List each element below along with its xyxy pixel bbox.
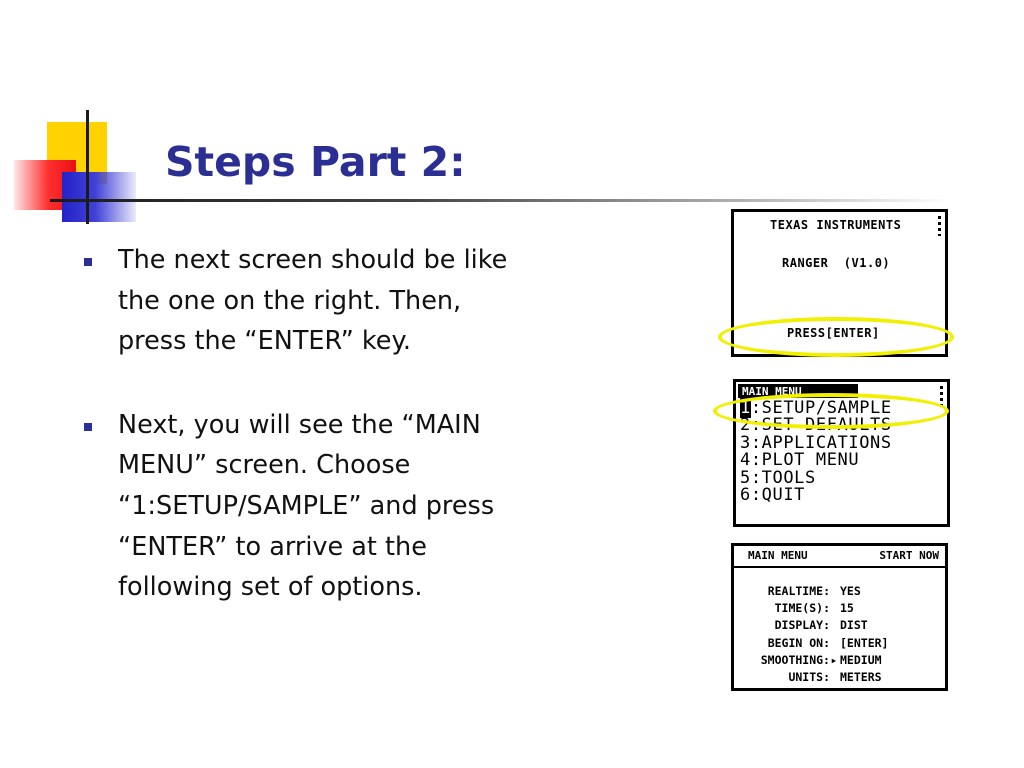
menu-item-plot-menu[interactable]: 4:PLOT MENU	[740, 450, 860, 471]
setup-options	[734, 583, 888, 686]
setup-value: 15	[840, 601, 854, 616]
menu-item-set-defaults[interactable]: 2:SET DEFAULTS	[740, 415, 892, 436]
setup-key: TIME(S):	[774, 601, 830, 616]
slide-title: Steps Part 2:	[165, 138, 466, 186]
setup-key: REALTIME:	[767, 584, 830, 598]
busy-indicator-icon	[938, 216, 941, 236]
logo-blue-square	[62, 172, 136, 222]
title-underline	[50, 199, 950, 202]
bullet-list	[80, 240, 600, 651]
tab-main-menu[interactable]: MAIN MENU	[748, 549, 808, 562]
setup-row-realtime[interactable]	[734, 583, 888, 600]
setup-row-smoothing[interactable]	[734, 652, 888, 669]
menu-item-tools[interactable]: 5:TOOLS	[740, 467, 816, 488]
square-bullet-icon	[84, 258, 92, 266]
highlight-press-enter	[718, 317, 954, 357]
setup-row-units[interactable]	[734, 669, 888, 686]
setup-row-time[interactable]	[734, 600, 888, 617]
setup-value: YES	[840, 584, 861, 598]
menu-item-setup-sample[interactable]: 1:SETUP/SAMPLE	[740, 398, 892, 418]
setup-key: UNITS:	[788, 670, 830, 685]
busy-indicator-icon	[940, 386, 943, 406]
setup-key: SMOOTHING:	[760, 652, 830, 667]
setup-value: DIST	[840, 618, 868, 633]
splash-prompt: PRESS[ENTER]	[787, 326, 880, 340]
setup-key: DISPLAY:	[774, 618, 830, 633]
splash-brand: TEXAS INSTRUMENTS	[770, 218, 902, 232]
menu-item-quit[interactable]: 6:QUIT	[740, 485, 806, 506]
splash-app-version: RANGER (V1.0)	[782, 256, 891, 270]
setup-value: MEDIUM	[840, 652, 882, 667]
highlight-setup-sample	[713, 393, 949, 429]
setup-value: METERS	[840, 670, 882, 685]
setup-row-begin-on[interactable]	[734, 635, 888, 652]
bullet-text: The next screen should be like the one on the right. Then, press the “ENTER” key.	[118, 245, 508, 357]
menu-header-title: MAIN MENU	[742, 385, 802, 398]
setup-row-display[interactable]	[734, 617, 888, 634]
calculator-setup-screen	[731, 543, 948, 691]
tab-start-now[interactable]: START NOW	[879, 549, 939, 562]
bullet-text: Next, you will see the “MAIN MENU” screen. Choose “1:SETUP/SAMPLE” and press “ENTER” to arrive at the following set of options.	[118, 409, 495, 603]
logo-vertical-line	[86, 110, 89, 224]
bullet-item	[80, 240, 600, 362]
setup-key: BEGIN ON:	[767, 635, 830, 650]
cursor-arrow-icon: ▸	[830, 652, 838, 667]
setup-value: [ENTER]	[840, 635, 889, 650]
square-bullet-icon	[84, 423, 92, 431]
bullet-item	[80, 405, 600, 608]
setup-top-bar	[734, 548, 945, 568]
menu-item-applications[interactable]: 3:APPLICATIONS	[740, 432, 892, 453]
